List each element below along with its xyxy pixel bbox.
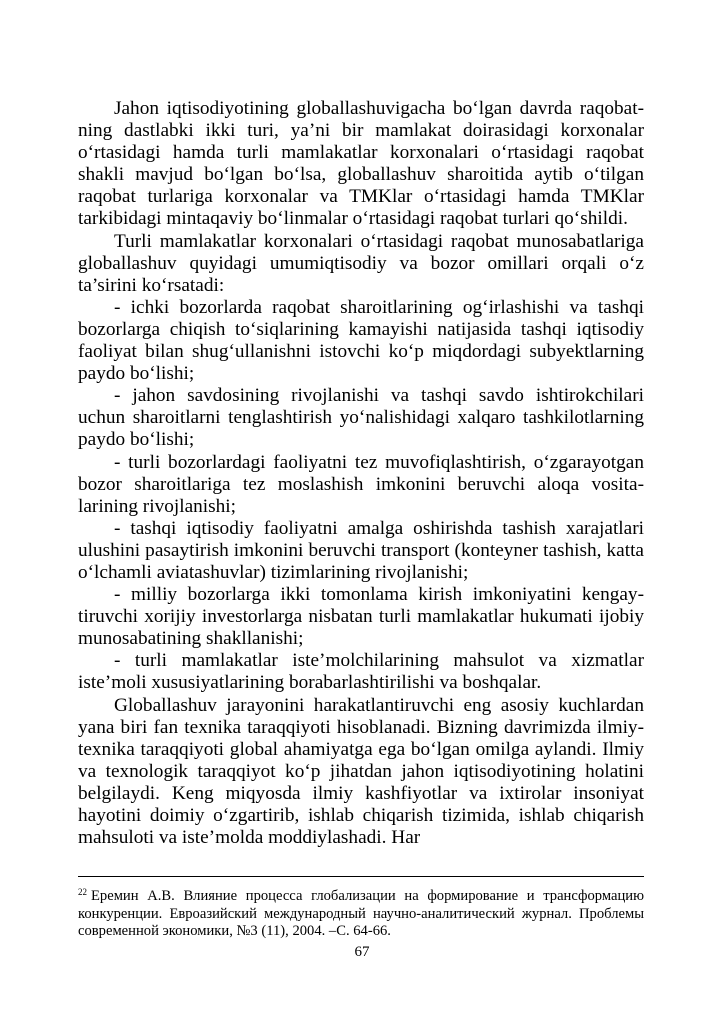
list-item: - turli bozorlardagi faoliyatni tez muvofiqlashtirish, o‘zgarayotgan bozor sharoitlariga tez moslashish imkonini beruvchi aloqa vositalarining rivojlanishi;: [78, 451, 644, 517]
paragraph: Globallashuv jarayonini harakatlantiruvchi eng asosiy kuchlardan yana biri fan texnika taraqqiyoti hisoblanadi. Bizning davrimizda ilmiy-texnika taraqqiyoti global ahamiyatga ega bo‘lgan omilga aylandi. Ilmiy va texnologik taraqqiyot ko‘p jihatdan jahon iqtisodiyotining holatini belgilaydi. Keng miqyosda ilmiy kashfiyotlar va ixtirolar insoniyat hayotini doimiy o‘zgartirib, ishlab chiqarish tizimida, ishlab chiqarish mahsuloti va iste’molda moddiylashadi. Har: [78, 694, 644, 849]
list-item: - jahon savdosining rivojlanishi va tashqi savdo ishtirokchilari uchun sharoitlarni tenglashtirish yo‘nalishidagi xalqaro tashkilotlarning paydo bo‘lishi;: [78, 385, 644, 451]
paragraph: Jahon iqtisodiyotining globallashuvigacha bo‘lgan davrda raqobatning dastlabki ikki turi, ya’ni bir mamlakat doirasidagi korxonalar o‘rtasidagi hamda turli mamlakatlar korxonalari o‘rtasidagi raqobat shakli mavjud bo‘lgan bo‘lsa, globallashuv sharoitida aytib o‘tilgan raqobat turlariga korxonalar va TMKlar o‘rtasidagi hamda TMKlar tarkibidagi mintaqaviy bo‘linmalar o‘rtasidagi raqobat turlari qo‘shildi.: [78, 98, 644, 230]
list-item: - tashqi iqtisodiy faoliyatni amalga oshirishda tashish xarajatlari ulushini pasaytirish imkonini beruvchi transport (konteyner tashish, katta o‘lchamli aviatashuvlar) tizimlarining rivojlanishi;: [78, 517, 644, 583]
footnote-number: 22: [78, 887, 87, 897]
footnote-divider: [78, 876, 644, 877]
main-text: [78, 98, 644, 849]
list-item: - milliy bozorlarga ikki tomonlama kirish imkoniyatini kengaytiruvchi xorijiy investorlarga nisbatan turli mamlakatlar hukumati ijobiy munosabatining shakllanishi;: [78, 584, 644, 650]
paragraph: Turli mamlakatlar korxonalari o‘rtasidagi raqobat munosabatlariga globallashuv quyidagi umumiqtisodiy va bozor omillari orqali o‘z ta’sirini ko‘rsatadi:: [78, 230, 644, 296]
list-item: - ichki bozorlarda raqobat sharoitlarining og‘irlashishi va tashqi bozorlarga chiqish to‘siqlarining kamayishi natijasida tashqi iqtisodiy faoliyat bilan shug‘ullanishni istovchi ko‘p miqdordagi subyektlarning paydo bo‘lishi;: [78, 296, 644, 385]
footnote-text: Еремин А.В. Влияние процесса глобализации на формирование и трансформацию конкуренции. Евроазийский международный научно-аналитический журнал. Проблемы современной экономики, №3 (11), 2004. –С. 64-66.: [78, 888, 644, 939]
list-item: - turli mamlakatlar iste’molchilarining mahsulot va xizmatlar iste’moli xususiyatlarining borabarlashtirilishi va boshqalar.: [78, 650, 644, 694]
page-number: 67: [354, 944, 370, 960]
footnote: [78, 884, 644, 941]
